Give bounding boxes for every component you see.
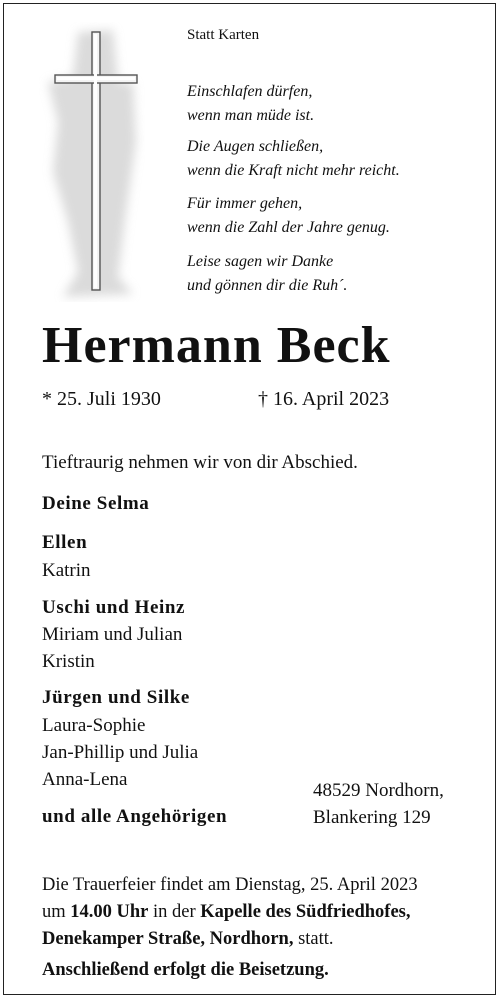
- mourner-head: Uschi und Heinz: [42, 597, 186, 618]
- statt-karten: Statt Karten: [187, 27, 260, 43]
- poem-line: wenn die Kraft nicht mehr reicht.: [187, 162, 400, 179]
- notice-text: Die Trauerfeier findet am Dienstag, 25. April 2023: [42, 875, 418, 895]
- notice-line: [42, 875, 418, 896]
- notice-line: [42, 960, 329, 981]
- birth-date: * 25. Juli 1930: [42, 388, 161, 410]
- cross-icon: [38, 22, 158, 302]
- death-date: † 16. April 2023: [258, 388, 390, 410]
- mourner-member: Kristin: [42, 651, 95, 672]
- notice-burial: Anschließend erfolgt die Beisetzung.: [42, 960, 329, 980]
- mourner-member: Miriam und Julian: [42, 624, 183, 645]
- mourner-member: Katrin: [42, 560, 91, 581]
- poem-line: Leise sagen wir Danke: [187, 253, 334, 270]
- notice-line: [42, 929, 334, 950]
- poem-line: wenn man müde ist.: [187, 107, 315, 124]
- mourner-head: Jürgen und Silke: [42, 687, 190, 708]
- poem-line: Für immer gehen,: [187, 195, 303, 212]
- intro-text: Tieftraurig nehmen wir von dir Abschied.: [42, 452, 358, 473]
- notice-place: Kapelle des Südfriedhofes,: [200, 902, 411, 922]
- mourner-member: Jan-Phillip und Julia: [42, 742, 199, 763]
- address-line: 48529 Nordhorn,: [313, 780, 444, 801]
- mourner-member: Anna-Lena: [42, 769, 128, 790]
- notice-line: [42, 902, 410, 923]
- notice-street: Denekamper Straße, Nordhorn,: [42, 929, 294, 949]
- notice-text: in der: [148, 902, 201, 922]
- notice-text: statt.: [293, 929, 334, 949]
- mourner-head: Ellen: [42, 532, 88, 553]
- mourner-member: Laura-Sophie: [42, 715, 146, 736]
- poem-line: wenn die Zahl der Jahre genug.: [187, 219, 390, 236]
- notice-time: 14.00 Uhr: [70, 902, 149, 922]
- poem-line: Die Augen schließen,: [187, 138, 324, 155]
- mourner-spouse: Deine Selma: [42, 493, 150, 514]
- deceased-name: Hermann Beck: [42, 317, 391, 374]
- poem-line: und gönnen dir die Ruh´.: [187, 277, 348, 294]
- mourner-closing: und alle Angehörigen: [42, 806, 228, 827]
- poem-line: Einschlafen dürfen,: [187, 83, 313, 100]
- address-line: Blankering 129: [313, 807, 431, 828]
- notice-text: um: [42, 902, 71, 922]
